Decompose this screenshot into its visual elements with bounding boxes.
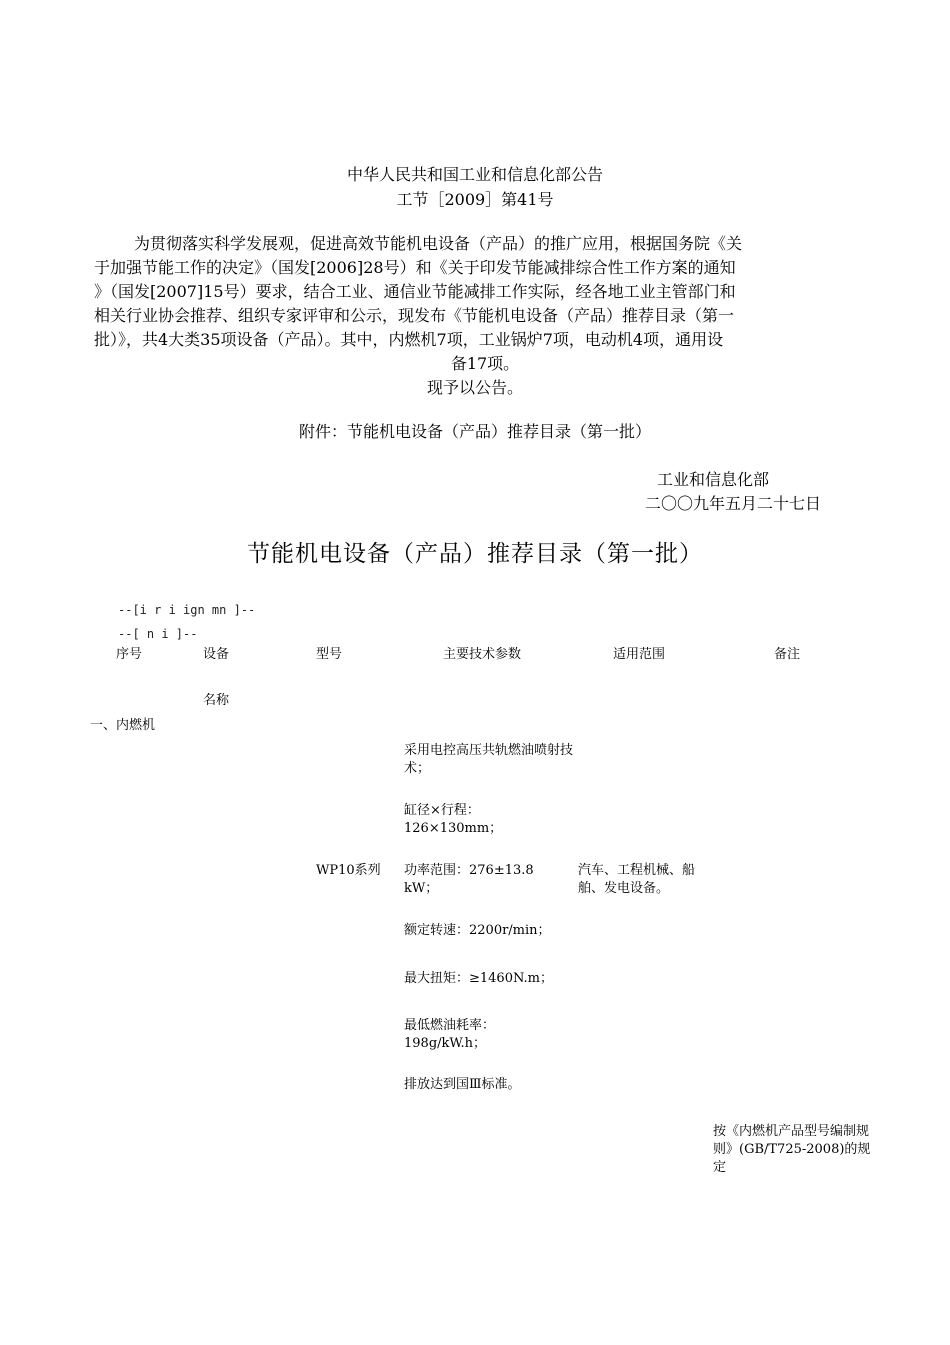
paragraph-line: 批）》，共4大类35项设备（产品）。其中，内燃机7项，工业锅炉7项，电动机4项，通用设	[94, 330, 724, 349]
param-item: 最低燃油耗率：198g/kW.h；	[404, 1018, 496, 1051]
header-equipment: 设备	[203, 647, 230, 662]
announcement-heading: 中华人民共和国工业和信息化部公告	[346, 165, 603, 184]
attachment-line: 附件：节能机电设备（产品）推荐目录（第一批）	[298, 422, 651, 441]
header-remark: 备注	[774, 647, 801, 662]
paragraph-line: 相关行业协会推荐、组织专家评审和公示，现发布《节能机电设备（产品）推荐目录（第一	[94, 306, 735, 325]
notice-text: 现予以公告。	[426, 378, 523, 397]
remark-cell: 按《内燃机产品型号编制规则》(GB/T725-2008)的规定	[713, 1124, 871, 1175]
header-params: 主要技术参数	[443, 647, 522, 662]
paragraph-line: 为贯彻落实科学发展观，促进高效节能机电设备（产品）的推广应用，根据国务院《关	[134, 234, 743, 253]
artifact-text: --[i r i ign mn ]--	[118, 603, 256, 617]
scope-cell: 汽车、工程机械、船舶、发电设备。	[578, 863, 696, 896]
param-item: 最大扭矩：≥1460N.m；	[404, 971, 553, 986]
announcement-paragraph	[94, 232, 876, 376]
issuer-name: 工业和信息化部	[657, 470, 770, 489]
header-equipment-name: 名称	[203, 693, 230, 708]
document-number: 工节［2009］第41号	[396, 190, 554, 209]
param-item: 排放达到国Ⅲ标准。	[404, 1077, 521, 1092]
model-cell: WP10系列	[316, 863, 381, 878]
section-heading: 一、内燃机	[90, 718, 156, 733]
header-seq: 序号	[116, 647, 143, 662]
param-item: 采用电控高压共轨燃油喷射技术；	[404, 743, 574, 776]
paragraph-line: 于加强节能工作的决定》（国发[2006]28号）和《关于印发节能减排综合性工作方案的通知	[94, 258, 736, 277]
header-scope: 适用范围	[613, 647, 666, 662]
paragraph-line: 》（国发[2007]15号）要求，结合工业、通信业节能减排工作实际，经各地工业主管部门和	[94, 282, 736, 301]
catalog-title: 节能机电设备（产品）推荐目录（第一批）	[247, 541, 703, 567]
param-item: 缸径×行程：126×130mm；	[404, 803, 503, 836]
param-item: 功率范围：276±13.8 kW；	[404, 863, 534, 896]
param-item: 额定转速：2200r/min；	[404, 923, 551, 938]
artifact-text: --[ n i ]--	[118, 627, 198, 641]
issue-date: 二〇〇九年五月二十七日	[645, 494, 822, 513]
paragraph-line: 备17项。	[450, 354, 520, 373]
header-model: 型号	[316, 647, 343, 662]
